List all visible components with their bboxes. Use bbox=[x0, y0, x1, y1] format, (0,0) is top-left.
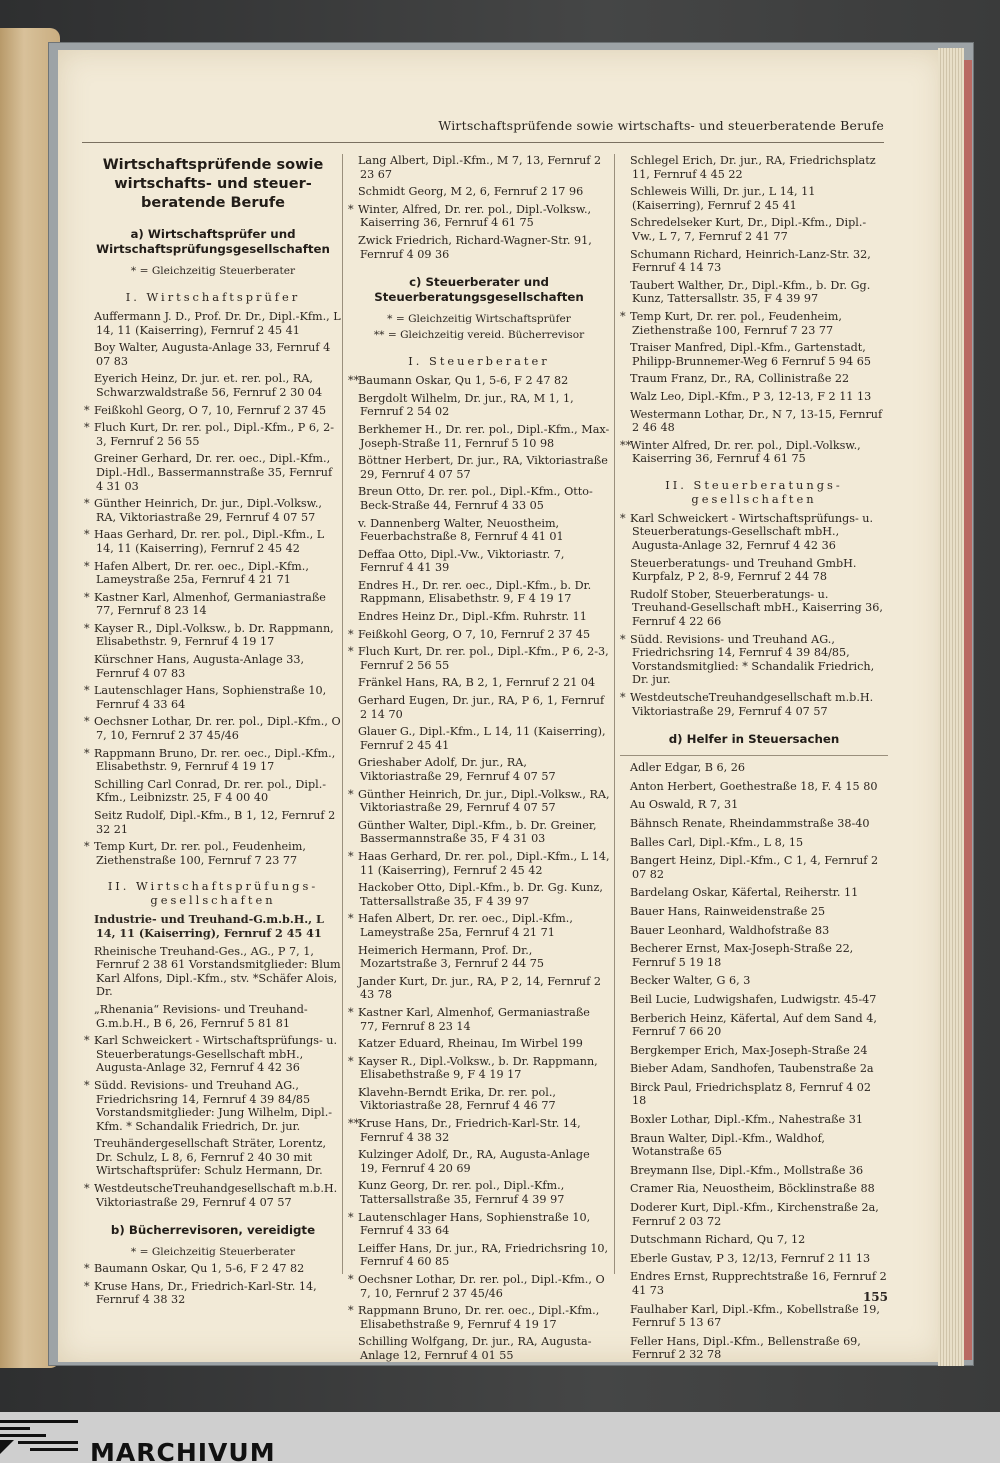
entry-text: Kruse Hans, Dr., Friedrich-Karl-Str. 14, Fernruf 4 38 32 bbox=[358, 1117, 581, 1144]
entry-text: Hafen Albert, Dr. rer. oec., Dipl.-Kfm., Lameystraße 25a, Fernruf 4 21 71 bbox=[94, 559, 309, 587]
directory-entry bbox=[620, 1062, 888, 1076]
entry-text: Kayser R., Dipl.-Volksw., b. Dr. Rappmann, Elisabethstraße 9, F 4 19 17 bbox=[358, 1054, 598, 1082]
entry-text: Bardelang Oskar, Käfertal, Reiherstr. 11 bbox=[630, 886, 859, 900]
directory-entry bbox=[348, 819, 610, 846]
entry-text: Kastner Karl, Almenhof, Germaniastraße 77, Fernruf 8 23 14 bbox=[358, 1005, 590, 1033]
directory-entry bbox=[620, 633, 888, 687]
entry-text: Zwick Friedrich, Richard-Wagner-Str. 91, Fernruf 4 09 36 bbox=[358, 233, 592, 261]
entry-text: Baumann Oskar, Qu 1, 5-6, F 2 47 82 bbox=[94, 1262, 305, 1276]
entry-text: Katzer Eduard, Rheinau, Im Wirbel 199 bbox=[358, 1037, 583, 1051]
column-3 bbox=[620, 154, 888, 1367]
entry-text: Kruse Hans, Dr., Friedrich-Karl-Str. 14, Fernruf 4 38 32 bbox=[94, 1279, 317, 1307]
entry-text: Boy Walter, Augusta-Anlage 33, Fernruf 4 07 83 bbox=[94, 341, 331, 368]
entries-steuerberater bbox=[348, 374, 610, 1362]
directory-entry bbox=[348, 517, 610, 544]
directory-entry bbox=[620, 924, 888, 938]
directory-entry bbox=[348, 1055, 610, 1082]
entry-text: Treuhändergesellschaft Sträter, Lorentz, Dr. Schulz, L 8, 6, Fernruf 2 40 30 mit Wirtschaftsprüfer: Schulz Hermann, Dr. bbox=[94, 1137, 327, 1178]
directory-entry bbox=[620, 780, 888, 794]
directory-entry bbox=[620, 761, 888, 775]
directory-entry bbox=[84, 622, 342, 649]
entry-text: Doderer Kurt, Dipl.-Kfm., Kirchenstraße 2a, Fernruf 2 03 72 bbox=[630, 1201, 879, 1228]
entry-text: Fluch Kurt, Dr. rer. pol., Dipl.-Kfm., P 6, 2-3, Fernruf 2 56 55 bbox=[94, 421, 334, 448]
directory-entry bbox=[620, 886, 888, 900]
entry-text: Rappmann Bruno, Dr. rer. oec., Dipl.-Kfm., Elisabethstr. 9, Fernruf 4 19 17 bbox=[94, 746, 336, 774]
entry-text: Schlegel Erich, Dr. jur., RA, Friedrichsplatz 11, Fernruf 4 45 22 bbox=[630, 154, 876, 181]
entry-marker: * bbox=[84, 421, 90, 435]
page-title: Wirtschaftsprüfende sowie wirtschafts- und steuer-beratende Berufe bbox=[102, 157, 324, 211]
entry-text: Hackober Otto, Dipl.-Kfm., b. Dr. Gg. Kunz, Tattersallstraße 35, F 4 39 97 bbox=[358, 881, 603, 908]
entry-text: Lautenschlager Hans, Sophienstraße 10, Fernruf 4 33 64 bbox=[358, 1210, 591, 1238]
entry-text: Böttner Herbert, Dr. jur., RA, Viktoriastraße 29, Fernruf 4 07 57 bbox=[358, 454, 608, 481]
section-b-note: * = Gleichzeitig Steuerberater bbox=[130, 1246, 296, 1259]
directory-entry bbox=[84, 778, 342, 805]
directory-entry bbox=[84, 747, 342, 774]
entry-marker: * bbox=[84, 1078, 90, 1092]
entry-text: Südd. Revisions- und Treuhand AG., Friedrichsring 14, Fernruf 4 39 84/85 Vorstandsmitglieder: Jung Wilhelm, Dipl.-Kfm. * Schandalik Friedrich, Dr. jur. bbox=[94, 1078, 333, 1133]
entry-marker: * bbox=[84, 621, 90, 635]
directory-entry bbox=[84, 913, 342, 940]
entry-text: Birck Paul, Friedrichsplatz 8, Fernruf 4 02 18 bbox=[630, 1080, 872, 1108]
entry-marker: * bbox=[84, 715, 90, 729]
directory-entry bbox=[620, 1044, 888, 1058]
directory-entry bbox=[348, 912, 610, 939]
directory-entry bbox=[348, 423, 610, 450]
directory-entry bbox=[620, 1270, 888, 1297]
entry-marker: * bbox=[84, 497, 90, 511]
entry-text: Karl Schweickert - Wirtschaftsprüfungs- u. Steuerberatungs-Gesellschaft mbH., Augusta-Anlage 32, Fernruf 4 42 36 bbox=[94, 1034, 338, 1075]
entry-text: Klavehn-Berndt Erika, Dr. rer. pol., Viktoriastraße 28, Fernruf 4 46 77 bbox=[358, 1085, 556, 1113]
entry-text: Schilling Carl Conrad, Dr. rer. pol., Dipl.-Kfm., Leibnizstr. 25, F 4 00 40 bbox=[94, 777, 327, 805]
directory-entry bbox=[620, 1233, 888, 1247]
directory-entry bbox=[348, 645, 610, 672]
entry-text: Auffermann J. D., Prof. Dr. Dr., Dipl.-Kfm., L 14, 11 (Kaiserring), Fernruf 2 45 41 bbox=[94, 310, 341, 337]
entry-marker: * bbox=[84, 684, 90, 698]
directory-entry bbox=[620, 248, 888, 275]
directory-entry bbox=[620, 905, 888, 919]
entry-text: Breun Otto, Dr. rer. pol., Dipl.-Kfm., Otto-Beck-Straße 44, Fernruf 4 33 05 bbox=[358, 485, 593, 512]
entry-text: Heimerich Hermann, Prof. Dr., Mozartstraße 3, Fernruf 2 44 75 bbox=[358, 943, 545, 971]
entry-text: Südd. Revisions- und Treuhand AG., Friedrichsring 14, Fernruf 4 39 84/85, Vorstandsmitglied: * Schandalik Friedrich, Dr. jur. bbox=[630, 632, 875, 687]
entry-text: Steuerberatungs- und Treuhand GmbH. Kurpfalz, P 2, 8-9, Fernruf 2 44 78 bbox=[630, 556, 857, 584]
entry-marker: * bbox=[348, 1210, 354, 1224]
entry-text: Bauer Leonhard, Waldhofstraße 83 bbox=[630, 923, 830, 937]
entry-marker: * bbox=[84, 1182, 90, 1196]
entry-text: Becker Walter, G 6, 3 bbox=[630, 974, 751, 988]
entry-text: Kulzinger Adolf, Dr., RA, Augusta-Anlage 19, Fernruf 4 20 69 bbox=[358, 1148, 590, 1175]
entry-text: Traiser Manfred, Dipl.-Kfm., Gartenstadt, Philipp-Brunnemer-Weg 6 Fernruf 5 94 65 bbox=[630, 341, 871, 368]
directory-entry bbox=[348, 694, 610, 721]
entry-marker: * bbox=[348, 849, 354, 863]
directory-entry bbox=[620, 1201, 888, 1228]
entry-marker: * bbox=[84, 528, 90, 542]
entry-marker: * bbox=[620, 511, 626, 525]
directory-entry bbox=[84, 497, 342, 524]
entry-marker: * bbox=[84, 746, 90, 760]
directory-entry bbox=[620, 1164, 888, 1178]
entry-text: Schilling Wolfgang, Dr. jur., RA, Augusta-Anlage 12, Fernruf 4 01 55 bbox=[358, 1335, 592, 1362]
entry-text: Temp Kurt, Dr. rer. pol., Feudenheim, Ziethenstraße 100, Fernruf 7 23 77 bbox=[94, 840, 306, 867]
directory-entry bbox=[620, 512, 888, 553]
directory-entry bbox=[620, 974, 888, 988]
section-a-heading: a) Wirtschaftsprüfer und Wirtschaftsprüfungsgesellschaften bbox=[96, 227, 330, 256]
entry-text: Schmidt Georg, M 2, 6, Fernruf 2 17 96 bbox=[358, 185, 584, 199]
entry-text: Lautenschlager Hans, Sophienstraße 10, Fernruf 4 33 64 bbox=[94, 684, 327, 711]
subsection-stb-gesellschaften: II. Steuerberatungs-gesellschaften bbox=[665, 477, 843, 506]
entry-marker: * bbox=[620, 632, 626, 646]
directory-entry bbox=[620, 310, 888, 337]
entries-buecherrevisoren bbox=[84, 1262, 342, 1307]
entry-marker: * bbox=[84, 1279, 90, 1293]
directory-entry bbox=[84, 341, 342, 368]
entry-text: Breymann Ilse, Dipl.-Kfm., Mollstraße 36 bbox=[630, 1163, 864, 1177]
directory-entry bbox=[620, 557, 888, 584]
directory-entry bbox=[348, 1211, 610, 1238]
directory-entry bbox=[620, 588, 888, 629]
entry-text: Endres H., Dr. rer. oec., Dipl.-Kfm., b. Dr. Rappmann, Elisabethstr. 9, F 4 19 17 bbox=[358, 578, 592, 606]
directory-entry bbox=[620, 439, 888, 466]
entry-text: Günther Heinrich, Dr. jur., Dipl.-Volksw., RA, Viktoriastraße 29, Fernruf 4 07 57 bbox=[94, 497, 322, 524]
directory-entry bbox=[348, 850, 610, 877]
entry-text: Leiffer Hans, Dr. jur., RA, Friedrichsring 10, Fernruf 4 60 85 bbox=[358, 1241, 609, 1269]
directory-entry bbox=[84, 1280, 342, 1307]
directory-entry bbox=[84, 591, 342, 618]
entry-marker: * bbox=[348, 202, 354, 216]
entry-text: Baumann Oskar, Qu 1, 5-6, F 2 47 82 bbox=[358, 374, 569, 388]
entry-text: Günther Heinrich, Dr. jur., Dipl.-Volksw., RA, Viktoriastraße 29, Fernruf 4 07 57 bbox=[358, 787, 610, 815]
entry-text: Greiner Gerhard, Dr. rer. oec., Dipl.-Kfm., Dipl.-Hdl., Bassermannstraße 35, Fernruf 4 31 03 bbox=[94, 452, 333, 493]
entry-text: Lang Albert, Dipl.-Kfm., M 7, 13, Fernruf 2 23 67 bbox=[358, 154, 602, 181]
archive-logo-text: MARCHIVUM bbox=[90, 1438, 276, 1463]
directory-entry bbox=[348, 944, 610, 971]
entry-marker: ** bbox=[620, 438, 632, 452]
entry-marker: ** bbox=[348, 1117, 360, 1131]
entry-text: Kürschner Hans, Augusta-Anlage 33, Fernruf 4 07 83 bbox=[94, 653, 305, 680]
entry-text: Rudolf Stober, Steuerberatungs- u. Treuhand-Gesellschaft mbH., Kaiserring 36, Fernruf 4 22 66 bbox=[630, 587, 883, 629]
directory-entry bbox=[348, 1335, 610, 1362]
directory-entry bbox=[348, 1304, 610, 1331]
entry-text: WestdeutscheTreuhandgesellschaft m.b.H. Viktoriastraße 29, Fernruf 4 07 57 bbox=[630, 691, 874, 718]
section-d-heading: d) Helfer in Steuersachen bbox=[668, 732, 840, 747]
entry-text: Bergkemper Erich, Max-Joseph-Straße 24 bbox=[630, 1043, 868, 1057]
directory-entry bbox=[348, 788, 610, 815]
directory-entry bbox=[620, 1012, 888, 1039]
directory-entry bbox=[620, 942, 888, 969]
directory-entry bbox=[348, 1273, 610, 1300]
page-number: 155 bbox=[862, 1290, 888, 1304]
entry-text: Haas Gerhard, Dr. rer. pol., Dipl.-Kfm., L 14, 11 (Kaiserring), Fernruf 2 45 42 bbox=[358, 849, 610, 877]
directory-entry bbox=[348, 485, 610, 512]
entry-text: Karl Schweickert - Wirtschaftsprüfungs- u. Steuerberatungs-Gesellschaft mbH., Augusta-Anlage 32, Fernruf 4 42 36 bbox=[630, 511, 874, 553]
directory-entry bbox=[84, 715, 342, 742]
directory-entry bbox=[348, 725, 610, 752]
page-edge bbox=[938, 48, 964, 1366]
entry-text: Winter, Alfred, Dr. rer. pol., Dipl.-Volksw., Kaiserring 36, Fernruf 4 61 75 bbox=[358, 202, 592, 230]
directory-entry bbox=[348, 154, 610, 181]
entry-text: Kayser R., Dipl.-Volksw., b. Dr. Rappmann, Elisabethstr. 9, Fernruf 4 19 17 bbox=[94, 621, 334, 649]
section-a-note: * = Gleichzeitig Steuerberater bbox=[130, 265, 296, 277]
directory-entry bbox=[348, 975, 610, 1002]
entry-text: Eberle Gustav, P 3, 12/13, Fernruf 2 11 13 bbox=[630, 1251, 871, 1265]
directory-entry bbox=[84, 1034, 342, 1075]
directory-entry bbox=[620, 216, 888, 243]
entry-text: Industrie- und Treuhand-G.m.b.H., L 14, 11 (Kaiserring), Fernruf 2 45 41 bbox=[94, 912, 324, 940]
directory-entry bbox=[84, 653, 342, 680]
entry-text: Bähnsch Renate, Rheindammstraße 38-40 bbox=[630, 816, 870, 830]
entry-text: v. Dannenberg Walter, Neuostheim, Feuerbachstraße 8, Fernruf 4 41 01 bbox=[358, 516, 564, 544]
directory-entry bbox=[84, 310, 342, 337]
directory-entry bbox=[84, 372, 342, 399]
entry-text: Braun Walter, Dipl.-Kfm., Waldhof, Wotanstraße 65 bbox=[630, 1131, 825, 1159]
column-divider bbox=[342, 154, 343, 1274]
directory-entry bbox=[620, 993, 888, 1007]
directory-entry bbox=[620, 1132, 888, 1159]
directory-entry bbox=[84, 945, 342, 999]
entry-text: Haas Gerhard, Dr. rer. pol., Dipl.-Kfm., L 14, 11 (Kaiserring), Fernruf 2 45 42 bbox=[94, 528, 325, 555]
directory-entry bbox=[348, 628, 610, 642]
entry-text: Kunz Georg, Dr. rer. pol., Dipl.-Kfm., Tattersallstraße 35, Fernruf 4 39 97 bbox=[358, 1179, 565, 1207]
entry-text: Schleweis Willi, Dr. jur., L 14, 11 (Kaiserring), Fernruf 2 45 41 bbox=[630, 185, 816, 212]
entry-text: Westermann Lothar, Dr., N 7, 13-15, Fernruf 2 46 48 bbox=[630, 407, 883, 435]
entries-wp-gesellschaften bbox=[84, 913, 342, 1209]
entry-text: Faulhaber Karl, Dipl.-Kfm., Kobellstraße 19, Fernruf 5 13 67 bbox=[630, 1302, 880, 1330]
directory-entry bbox=[348, 1037, 610, 1051]
directory-entry bbox=[348, 881, 610, 908]
directory-page bbox=[58, 50, 944, 1362]
directory-entry bbox=[620, 341, 888, 368]
entry-text: Eyerich Heinz, Dr. jur. et. rer. pol., RA, Schwarzwaldstraße 56, Fernruf 2 30 04 bbox=[94, 372, 323, 399]
entry-marker: * bbox=[84, 1034, 90, 1048]
entries-wirtschaftspruefer bbox=[84, 310, 342, 867]
entry-marker: * bbox=[348, 1273, 354, 1286]
entry-marker: * bbox=[84, 559, 90, 573]
entry-text: Beil Lucie, Ludwigshafen, Ludwigstr. 45-47 bbox=[630, 992, 877, 1006]
running-head: Wirtschaftsprüfende sowie wirtschafts- und steuerberatende Berufe bbox=[438, 118, 884, 133]
directory-entry bbox=[348, 579, 610, 606]
entry-marker: * bbox=[620, 691, 626, 704]
directory-entry bbox=[84, 840, 342, 867]
directory-entry bbox=[84, 421, 342, 448]
directory-entry bbox=[348, 1117, 610, 1144]
header-rule bbox=[82, 142, 884, 143]
directory-entry bbox=[620, 390, 888, 404]
directory-entry bbox=[620, 854, 888, 881]
entry-text: Schumann Richard, Heinrich-Lanz-Str. 32, Fernruf 4 14 73 bbox=[630, 247, 871, 275]
entry-text: Deffaa Otto, Dipl.-Vw., Viktoriastr. 7, Fernruf 4 41 39 bbox=[358, 547, 565, 575]
directory-entry bbox=[620, 1303, 888, 1330]
entry-text: Taubert Walther, Dr., Dipl.-Kfm., b. Dr. Gg. Kunz, Tattersallstr. 35, F 4 39 97 bbox=[630, 278, 871, 306]
directory-entry bbox=[620, 185, 888, 212]
entry-text: Hafen Albert, Dr. rer. oec., Dipl.-Kfm., Lameystraße 25a, Fernruf 4 21 71 bbox=[358, 912, 573, 939]
entry-text: Endres Heinz Dr., Dipl.-Kfm. Ruhrstr. 11 bbox=[358, 610, 587, 624]
entry-marker: * bbox=[348, 1005, 354, 1019]
directory-entry bbox=[348, 548, 610, 575]
entry-text: Feißkohl Georg, O 7, 10, Fernruf 2 37 45 bbox=[358, 627, 591, 641]
subsection-wp-gesellschaften: II. Wirtschaftsprüfungs-gesellschaften bbox=[107, 879, 319, 908]
directory-entry bbox=[348, 1006, 610, 1033]
directory-entry bbox=[348, 1148, 610, 1175]
entry-text: Au Oswald, R 7, 31 bbox=[630, 798, 739, 812]
entry-text: Gerhard Eugen, Dr. jur., RA, P 6, 1, Fernruf 2 14 70 bbox=[358, 694, 605, 721]
entry-text: Bergdolt Wilhelm, Dr. jur., RA, M 1, 1, Fernruf 2 54 02 bbox=[358, 391, 574, 419]
directory-entry bbox=[348, 374, 610, 388]
entry-text: Schredelseker Kurt, Dr., Dipl.-Kfm., Dipl.-Vw., L 7, 7, Fernruf 2 41 77 bbox=[630, 216, 867, 243]
entry-text: Anton Herbert, Goethestraße 18, F. 4 15 80 bbox=[630, 779, 878, 793]
directory-entry bbox=[348, 1086, 610, 1113]
entry-marker: * bbox=[84, 840, 90, 854]
entry-text: Oechsner Lothar, Dr. rer. pol., Dipl.-Kfm., O 7, 10, Fernruf 2 37 45/46 bbox=[94, 715, 341, 743]
entry-text: Fränkel Hans, RA, B 2, 1, Fernruf 2 21 04 bbox=[358, 676, 596, 690]
entries-helfer-in-steuersachen bbox=[620, 761, 888, 1362]
entry-text: Berkhemer H., Dr. rer. pol., Dipl.-Kfm., Max-Joseph-Straße 11, Fernruf 5 10 98 bbox=[358, 422, 610, 450]
entry-text: Bangert Heinz, Dipl.-Kfm., C 1, 4, Fernruf 2 07 82 bbox=[630, 854, 879, 881]
entry-text: Becherer Ernst, Max-Joseph-Straße 22, Fernruf 5 19 18 bbox=[630, 942, 854, 969]
column-divider bbox=[614, 154, 615, 1274]
entry-text: Oechsner Lothar, Dr. rer. pol., Dipl.-Kfm., O 7, 10, Fernruf 2 37 45/46 bbox=[358, 1273, 605, 1300]
entry-marker: * bbox=[348, 645, 354, 659]
directory-entry bbox=[620, 372, 888, 386]
directory-entry bbox=[620, 691, 888, 718]
red-edge-mark bbox=[964, 60, 972, 1360]
section-c-heading: c) Steuerberater und Steuerberatungsgesellschaften bbox=[374, 275, 584, 305]
archive-footer bbox=[0, 1412, 1000, 1463]
entry-marker: * bbox=[348, 912, 354, 926]
section-b-heading: b) Bücherrevisoren, vereidigte bbox=[110, 1223, 316, 1238]
section-c-note-1: * = Gleichzeitig Wirtschaftsprüfer bbox=[387, 313, 571, 326]
entry-text: Fluch Kurt, Dr. rer. pol., Dipl.-Kfm., P 6, 2-3, Fernruf 2 56 55 bbox=[358, 645, 609, 672]
directory-entry bbox=[620, 408, 888, 435]
entry-text: Winter Alfred, Dr. rer. pol., Dipl.-Volksw., Kaiserring 36, Fernruf 4 61 75 bbox=[630, 438, 861, 466]
entry-text: Glauer G., Dipl.-Kfm., L 14, 11 (Kaiserring), Fernruf 2 45 41 bbox=[358, 725, 606, 752]
entry-text: Rappmann Bruno, Dr. rer. oec., Dipl.-Kfm., Elisabethstraße 9, Fernruf 4 19 17 bbox=[358, 1304, 600, 1331]
entry-text: Temp Kurt, Dr. rer. pol., Feudenheim, Ziethenstraße 100, Fernruf 7 23 77 bbox=[630, 309, 842, 337]
directory-entry bbox=[620, 1335, 888, 1362]
directory-entry bbox=[620, 1182, 888, 1196]
directory-entry bbox=[348, 392, 610, 419]
entry-text: Endres Ernst, Rupprechtstraße 16, Fernruf 2 41 73 bbox=[630, 1270, 887, 1297]
entry-marker: * bbox=[348, 787, 354, 801]
entry-marker: * bbox=[84, 403, 90, 417]
directory-entry bbox=[348, 1242, 610, 1269]
entry-text: Balles Carl, Dipl.-Kfm., L 8, 15 bbox=[630, 835, 804, 849]
column-1 bbox=[84, 154, 342, 1311]
entry-text: Grieshaber Adolf, Dr. jur., RA, Viktoriastraße 29, Fernruf 4 07 57 bbox=[358, 756, 556, 783]
entry-text: „Rhenania“ Revisions- und Treuhand-G.m.b.H., B 6, 26, Fernruf 5 81 81 bbox=[94, 1002, 308, 1030]
column-2 bbox=[348, 154, 610, 1367]
directory-entry bbox=[84, 1262, 342, 1276]
entry-text: Bauer Hans, Rainweidenstraße 25 bbox=[630, 904, 826, 918]
directory-entry bbox=[84, 809, 342, 836]
directory-entry bbox=[348, 610, 610, 624]
directory-entry bbox=[620, 279, 888, 306]
directory-entry bbox=[348, 756, 610, 783]
entry-marker: * bbox=[84, 1262, 90, 1276]
directory-entry bbox=[84, 1003, 342, 1030]
entry-text: Adler Edgar, B 6, 26 bbox=[630, 761, 745, 775]
directory-entry bbox=[620, 154, 888, 181]
directory-entry bbox=[620, 1081, 888, 1108]
directory-entry bbox=[348, 185, 610, 199]
directory-entry bbox=[84, 684, 342, 711]
archive-logo-icon bbox=[0, 1418, 78, 1458]
entry-text: Kastner Karl, Almenhof, Germaniastraße 77, Fernruf 8 23 14 bbox=[94, 590, 326, 618]
entry-marker: * bbox=[84, 590, 90, 604]
entry-marker: * bbox=[348, 627, 354, 641]
entry-text: Feller Hans, Dipl.-Kfm., Bellenstraße 69, Fernruf 2 32 78 bbox=[630, 1334, 861, 1362]
subsection-wirtschaftspruefer: I. Wirtschaftsprüfer bbox=[125, 290, 301, 304]
entry-text: Bieber Adam, Sandhofen, Taubenstraße 2a bbox=[630, 1062, 874, 1076]
entry-marker: * bbox=[620, 309, 626, 323]
entries-wp-continued bbox=[348, 154, 610, 261]
entry-text: Rheinische Treuhand-Ges., AG., P 7, 1, Fernruf 2 38 61 Vorstandsmitglieder: Blum Karl Alfons, Dipl.-Kfm., stv. *Schäfer Alois, Dr. bbox=[94, 944, 341, 999]
entry-text: Seitz Rudolf, Dipl.-Kfm., B 1, 12, Fernruf 2 32 21 bbox=[94, 809, 336, 836]
entry-text: Cramer Ria, Neuostheim, Böcklinstraße 88 bbox=[630, 1182, 875, 1196]
directory-entry bbox=[620, 817, 888, 831]
entry-text: Feißkohl Georg, O 7, 10, Fernruf 2 37 45 bbox=[94, 403, 327, 417]
directory-entry bbox=[348, 1179, 610, 1206]
directory-entry bbox=[620, 1113, 888, 1127]
entry-text: Günther Walter, Dipl.-Kfm., b. Dr. Greiner, Bassermannstraße 35, F 4 31 03 bbox=[358, 818, 597, 846]
entry-text: Traum Franz, Dr., RA, Collinistraße 22 bbox=[630, 372, 850, 386]
entry-text: Jander Kurt, Dr. jur., RA, P 2, 14, Fernruf 2 43 78 bbox=[358, 974, 601, 1002]
directory-entry bbox=[84, 452, 342, 493]
directory-entry bbox=[84, 528, 342, 555]
entry-marker: * bbox=[348, 1304, 354, 1318]
directory-entry bbox=[84, 404, 342, 418]
directory-entry bbox=[84, 1079, 342, 1133]
directory-entry bbox=[84, 1137, 342, 1178]
directory-entry bbox=[348, 676, 610, 690]
subsection-steuerberater: I. Steuerberater bbox=[408, 354, 550, 369]
entry-marker: * bbox=[348, 1054, 354, 1068]
directory-entry bbox=[620, 836, 888, 850]
entry-text: Berberich Heinz, Käfertal, Auf dem Sand 4, Fernruf 7 66 20 bbox=[630, 1011, 877, 1039]
entry-text: Dutschmann Richard, Qu 7, 12 bbox=[630, 1233, 806, 1247]
entry-text: WestdeutscheTreuhandgesellschaft m.b.H. Viktoriastraße 29, Fernruf 4 07 57 bbox=[94, 1182, 338, 1209]
directory-entry bbox=[620, 1252, 888, 1266]
entry-marker: ** bbox=[348, 374, 360, 388]
section-c-note-2: ** = Gleichzeitig vereid. Bücherrevisor bbox=[373, 329, 585, 342]
directory-entry bbox=[84, 1182, 342, 1209]
directory-entry bbox=[348, 203, 610, 230]
directory-entry bbox=[84, 560, 342, 587]
entry-text: Walz Leo, Dipl.-Kfm., P 3, 12-13, F 2 11 13 bbox=[630, 389, 872, 403]
directory-entry bbox=[348, 454, 610, 481]
entry-text: Boxler Lothar, Dipl.-Kfm., Nahestraße 31 bbox=[630, 1113, 863, 1127]
directory-entry bbox=[620, 798, 888, 812]
directory-entry bbox=[348, 234, 610, 261]
entries-stb-gesellschaften bbox=[620, 512, 888, 718]
entries-steuerberater-continued bbox=[620, 154, 888, 466]
